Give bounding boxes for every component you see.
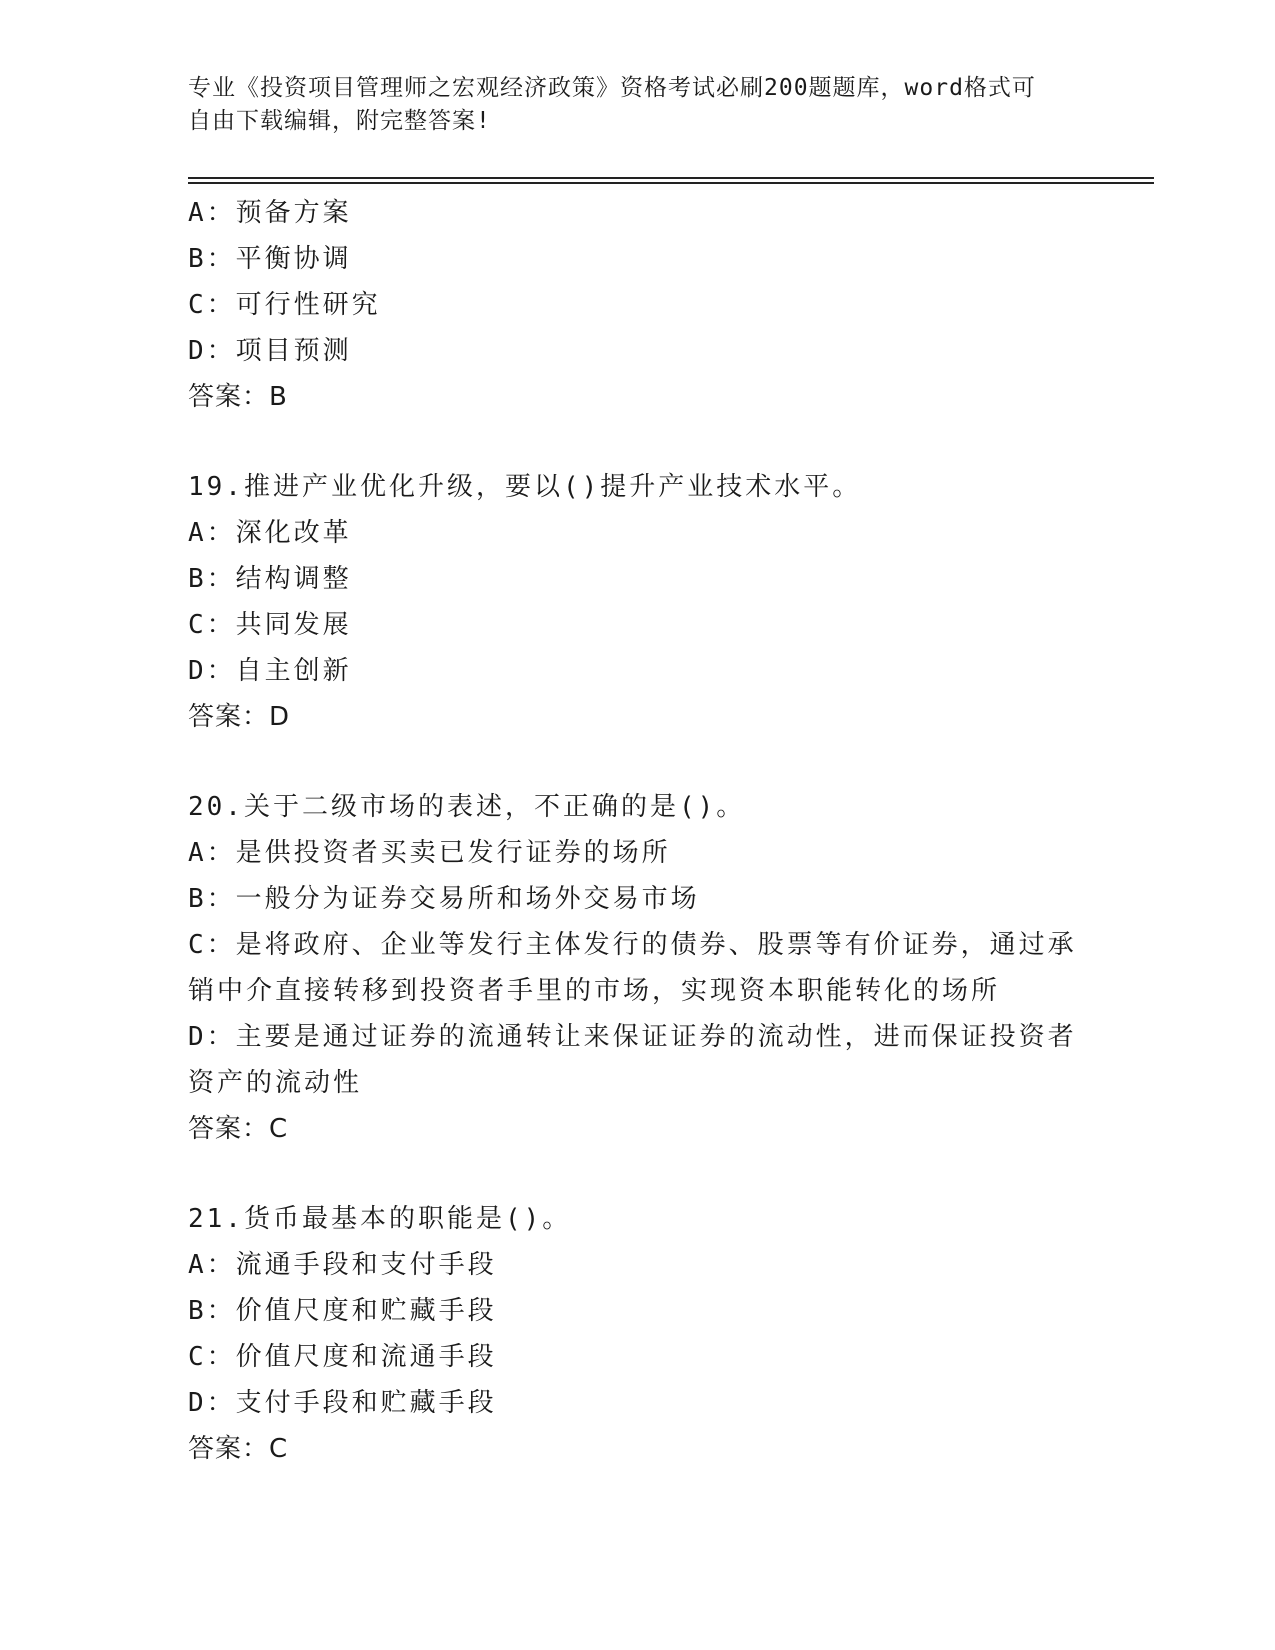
header-line-2: 自由下载编辑，附完整答案! [188, 108, 491, 134]
question-stem: 19.推进产业优化升级，要以()提升产业技术水平。 [188, 472, 862, 502]
header-rule-top [188, 177, 1154, 179]
option-c: C：共同发展 [188, 610, 352, 640]
option-b: B：平衡协调 [188, 244, 352, 274]
question-18-continued [188, 190, 1088, 420]
option-d-continued: 资产的流动性 [188, 1068, 363, 1098]
answer: 答案：B [188, 382, 288, 412]
document-header [188, 72, 1068, 138]
header-line-1: 专业《投资项目管理师之宏观经济政策》资格考试必刷200题题库，word格式可 [188, 75, 1036, 101]
option-a: A：是供投资者买卖已发行证券的场所 [188, 838, 671, 868]
option-a: A：预备方案 [188, 198, 352, 228]
option-d: D：项目预测 [188, 336, 352, 366]
answer: 答案：C [188, 1434, 289, 1464]
option-b: B：价值尺度和贮藏手段 [188, 1296, 497, 1326]
question-stem: 20.关于二级市场的表述，不正确的是()。 [188, 792, 746, 822]
option-b: B：一般分为证券交易所和场外交易市场 [188, 884, 700, 914]
option-a: A：深化改革 [188, 518, 352, 548]
option-c-continued: 销中介直接转移到投资者手里的市场，实现资本职能转化的场所 [188, 976, 1001, 1006]
option-c: C：是将政府、企业等发行主体发行的债券、股票等有价证券，通过承 [188, 930, 1077, 960]
option-d: D：支付手段和贮藏手段 [188, 1388, 497, 1418]
option-d: D：主要是通过证券的流通转让来保证证券的流动性，进而保证投资者 [188, 1022, 1077, 1052]
question-stem: 21.货币最基本的职能是()。 [188, 1204, 572, 1234]
question-21 [188, 1196, 1088, 1472]
question-20 [188, 784, 1088, 1152]
option-d: D：自主创新 [188, 656, 352, 686]
option-c: C：可行性研究 [188, 290, 381, 320]
question-19 [188, 464, 1088, 740]
answer: 答案：D [188, 702, 291, 732]
option-c: C：价值尺度和流通手段 [188, 1342, 497, 1372]
header-rule-bottom [188, 182, 1154, 184]
option-a: A：流通手段和支付手段 [188, 1250, 497, 1280]
option-b: B：结构调整 [188, 564, 352, 594]
question-content [188, 190, 1088, 1472]
answer: 答案：C [188, 1114, 289, 1144]
